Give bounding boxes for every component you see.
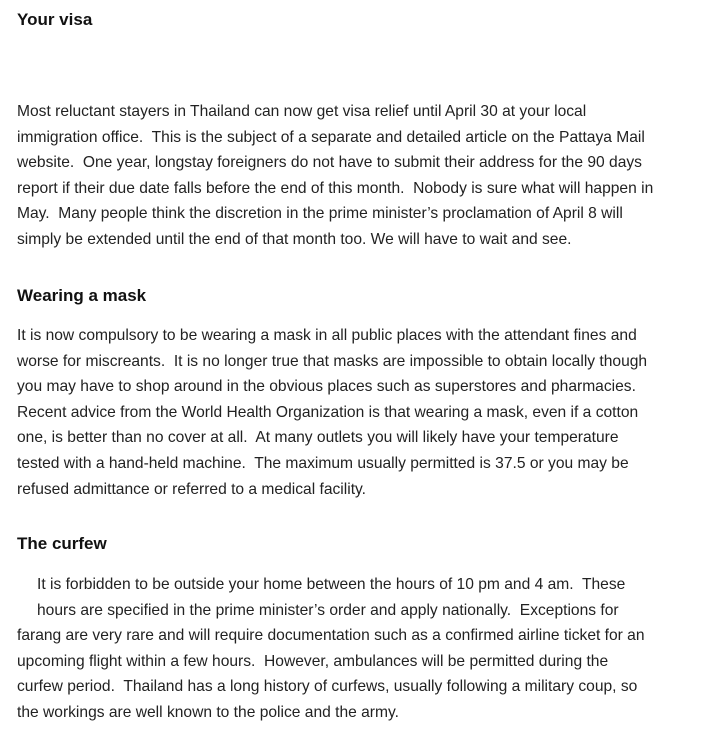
paragraph-wearing-a-mask: It is now compulsory to be wearing a mask in all public places with the attendant fines and worse for miscreants. It is no longer true that masks are impossible to obtain locally though you may have to shop around in the obvious places such as superstores and pharmacies. Recent advice from the World Health Organization is that wearing a mask, even if a cotton one, is better than no cover at all. At many outlets you will likely have your temperature tested with a hand-held machine. The maximum usually permitted is 37.5 or you may be refused admittance or referred to a medical facility.	[17, 327, 648, 498]
heading-wearing-a-mask: Wearing a mask	[17, 286, 147, 305]
paragraph-the-curfew	[17, 572, 705, 726]
paragraph-your-visa: Most reluctant stayers in Thailand can now get visa relief until April 30 at your local immigration office. This is the subject of a separate and detailed article on the Pattaya Mail website. One year, longstay foreigners do not have to submit their address for the 90 days report if their due date falls before the end of this month. Nobody is sure what will happen in May. Many people think the discretion in the prime minister’s proclamation of April 8 will simply be extended until the end of that month too. We will have to wait and see.	[17, 103, 654, 248]
heading-the-curfew: The curfew	[17, 534, 107, 553]
paragraph-the-curfew-indented-lines: It is forbidden to be outside your home between the hours of 10 pm and 4 am. These hours are specified in the prime minister’s order and apply nationally. Exceptions for	[37, 576, 626, 619]
paragraph-the-curfew-lines: farang are very rare and will require documentation such as a confirmed airline ticket for an upcoming flight within a few hours. However, ambulances will be permitted during the curfew period. Thailand has a long history of curfews, usually following a military coup, so the workings are well known to the police and the army.	[17, 627, 645, 721]
heading-your-visa: Your visa	[17, 10, 93, 29]
